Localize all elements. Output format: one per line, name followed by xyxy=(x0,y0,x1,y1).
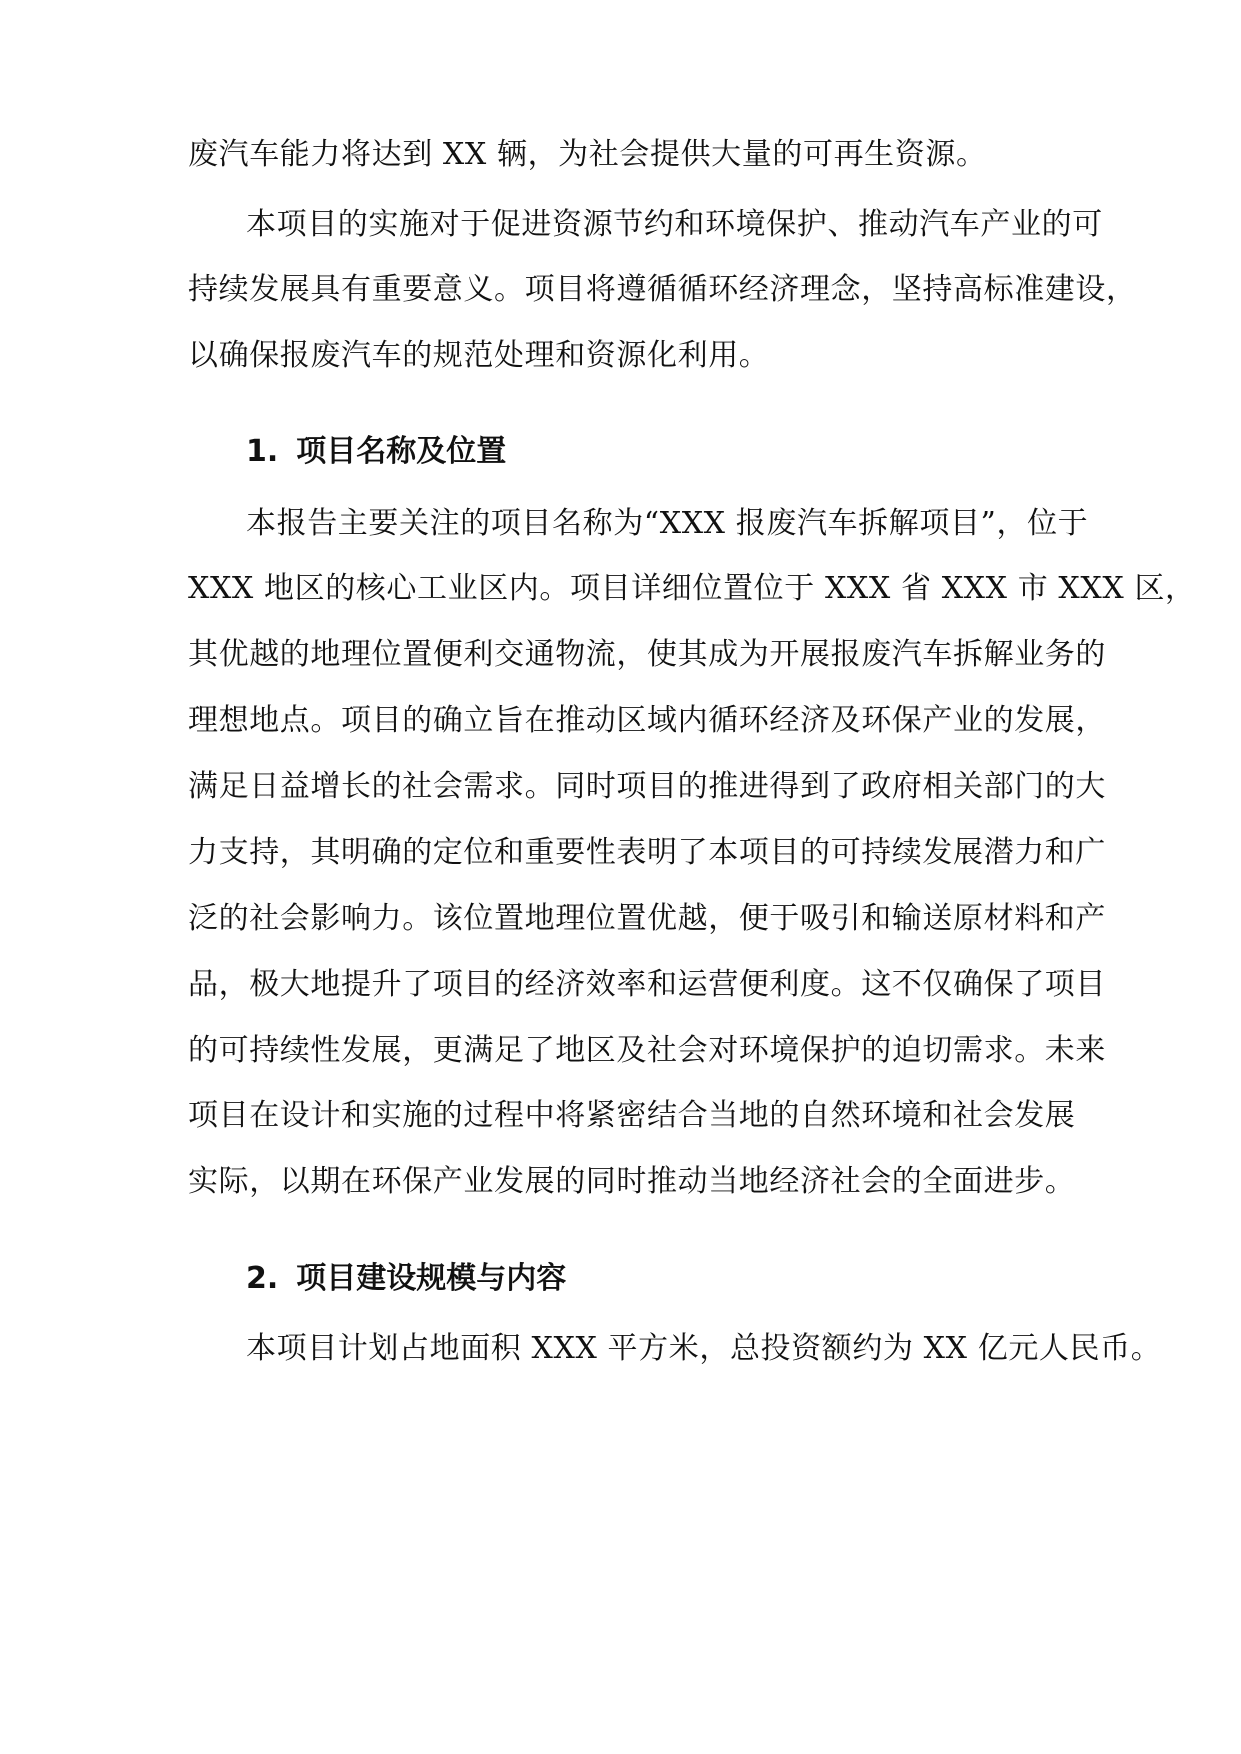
paragraph-line: 持续发展具有重要意义。项目将遵循循环经济理念，坚持高标准建设， xyxy=(188,272,1137,307)
section-heading-2 xyxy=(246,1259,566,1299)
paragraph-line: 品，极大地提升了项目的经济效率和运营便利度。这不仅确保了项目 xyxy=(188,967,1106,1002)
paragraph-line: 的可持续性发展，更满足了地区及社会对环境保护的迫切需求。未来 xyxy=(188,1033,1106,1068)
paragraph-line: 泛的社会影响力。该位置地理位置优越，便于吸引和输送原材料和产 xyxy=(188,901,1106,936)
paragraph-line: 本报告主要关注的项目名称为“XXX 报废汽车拆解项目”，位于 xyxy=(246,506,1089,541)
paragraph-line: 其优越的地理位置便利交通物流，使其成为开展报废汽车拆解业务的 xyxy=(188,637,1106,672)
paragraph-line: 实际，以期在环保产业发展的同时推动当地经济社会的全面进步。 xyxy=(188,1164,1076,1199)
paragraph-line: 废汽车能力将达到 XX 辆，为社会提供大量的可再生资源。 xyxy=(188,137,987,172)
section-title: 项目名称及位置 xyxy=(296,434,507,469)
paragraph-line: 理想地点。项目的确立旨在推动区域内循环经济及环保产业的发展， xyxy=(188,703,1106,738)
paragraph-line: 以确保报废汽车的规范处理和资源化利用。 xyxy=(188,338,770,373)
section-number: 1. xyxy=(246,434,279,469)
paragraph-line: 项目在设计和实施的过程中将紧密结合当地的自然环境和社会发展 xyxy=(188,1098,1076,1133)
paragraph-line: 满足日益增长的社会需求。同时项目的推进得到了政府相关部门的大 xyxy=(188,769,1106,804)
section-heading-1 xyxy=(246,432,506,472)
paragraph-line: XXX 地区的核心工业区内。项目详细位置位于 XXX 省 XXX 市 XXX 区， xyxy=(188,571,1196,606)
section-number: 2. xyxy=(246,1261,279,1296)
paragraph-line: 本项目计划占地面积 XXX 平方米，总投资额约为 XX 亿元人民币。 xyxy=(246,1331,1162,1366)
paragraph-line: 力支持，其明确的定位和重要性表明了本项目的可持续发展潜力和广 xyxy=(188,835,1106,870)
paragraph-line: 本项目的实施对于促进资源节约和环境保护、推动汽车产业的可 xyxy=(246,207,1103,242)
section-title: 项目建设规模与内容 xyxy=(296,1261,567,1296)
